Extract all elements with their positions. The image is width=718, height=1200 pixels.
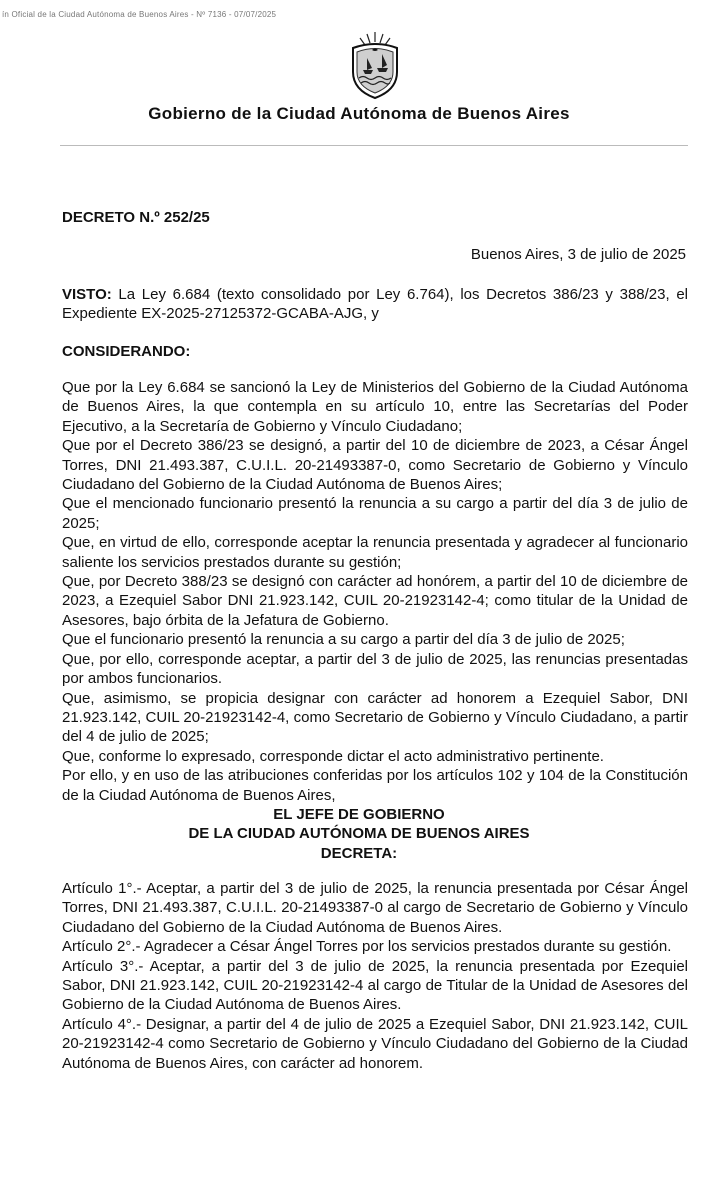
considerando-paragraph: Que por el Decreto 386/23 se designó, a partir del 10 de diciembre de 2023, a César Ángel Torres, DNI 21.493.387, C.U.I.L. 20-21493387-0, como Secretario de Gobierno y Vínculo Ciudadano del Gobierno de la Ciudad Autónoma de Buenos Aires;: [62, 437, 688, 494]
considerando-section: [62, 378, 688, 805]
considerando-paragraph: Que el mencionado funcionario presentó la renuncia a su cargo a partir del día 3 de julio de 2025;: [62, 495, 688, 532]
considerando-paragraph: Que por la Ley 6.684 se sancionó la Ley de Ministerios del Gobierno de la Ciudad Autónoma de Buenos Aires, la que contempla en su artículo 10, entre las Secretarías del Poder Ejecutivo, a la Secretaría de Gobierno y Vínculo Ciudadano;: [62, 379, 688, 435]
considerando-paragraph: Que, por Decreto 388/23 se designó con carácter ad honórem, a partir del 10 de diciembre de 2023, a Ezequiel Sabor DNI 21.923.142, CUIL 20-21923142-4; como titular de la Unidad de Asesores, bajo órbita de la Jefatura de Gobierno.: [62, 573, 688, 629]
article-paragraph: Artículo 2°.- Agradecer a César Ángel Torres por los servicios prestados durante su gestión.: [62, 938, 672, 956]
article-paragraph: Artículo 3°.- Aceptar, a partir del 3 de julio de 2025, la renuncia presentada por Ezequiel Sabor, DNI 21.923.142, CUIL 20-21923142-4 al cargo de Titular de la Unidad de Asesores del Gobierno de la Ciudad Autónoma de Buenos Aires.: [62, 957, 688, 1014]
visto-text: La Ley 6.684 (texto consolidado por Ley 6.764), los Decretos 386/23 y 388/23, el Expediente EX-2025-27125372-GCABA-AJG, y: [62, 286, 688, 323]
resolution-heading-line: DE LA CIUDAD AUTÓNOMA DE BUENOS AIRES: [188, 825, 530, 843]
resolution-heading-line: DECRETA:: [320, 844, 398, 862]
considerando-paragraph: Por ello, y en uso de las atribuciones conferidas por los artículos 102 y 104 de la Constitución de la Ciudad Autónoma de Buenos Aires,: [62, 767, 688, 804]
resolution-heading-line: EL JEFE DE GOBIERNO: [273, 806, 445, 823]
bulletin-header-strip: [0, 0, 718, 22]
articles-section: [62, 879, 688, 1073]
considerando-paragraph: Que, conforme lo expresado, corresponde dictar el acto administrativo pertinente.: [62, 747, 604, 765]
decree-number: DECRETO N.º 252/25: [62, 209, 210, 226]
bulletin-header-text: ín Oficial de la Ciudad Autónoma de Buenos Aires - Nº 7136 - 07/07/2025: [2, 10, 277, 19]
visto-label: VISTO:: [62, 286, 112, 303]
considerando-paragraph: Que, por ello, corresponde aceptar, a partir del 3 de julio de 2025, las renuncias presentadas por ambos funcionarios.: [62, 650, 688, 688]
article-paragraph: Artículo 4°.- Designar, a partir del 4 de julio de 2025 a Ezequiel Sabor, DNI 21.923.142, CUIL 20-21923142-4 como Secretario de Gobierno y Vínculo Ciudadano del Gobierno de la Ciudad Autónoma de Buenos Aires, con carácter ad honorem.: [62, 1015, 688, 1072]
considerando-heading: CONSIDERANDO:: [62, 343, 191, 360]
header-divider: [60, 145, 688, 146]
coat-of-arms-icon: [345, 30, 405, 100]
article-paragraph: Artículo 1°.- Aceptar, a partir del 3 de julio de 2025, la renuncia presentada por César Ángel Torres, DNI 21.493.387, C.U.I.L. 20-21493387-0 al cargo de Secretario de Gobierno y Vínculo Ciudadano del Gobierno de la Ciudad Autónoma de Buenos Aires.: [62, 880, 688, 936]
decree-date: Buenos Aires, 3 de julio de 2025: [470, 246, 686, 263]
government-title: Gobierno de la Ciudad Autónoma de Buenos Aires: [148, 104, 570, 123]
considerando-paragraph: Que, asimismo, se propicia designar con carácter ad honorem a Ezequiel Sabor, DNI 21.923.142, CUIL 20-21923142-4, como Secretario de Gobierno y Vínculo Ciudadano, a partir del 4 de julio de 2025;: [62, 689, 688, 746]
visto-paragraph: [62, 285, 688, 324]
resolution-heading: [0, 805, 718, 863]
considerando-paragraph: Que el funcionario presentó la renuncia a su cargo a partir del día 3 de julio de 2025;: [62, 631, 625, 649]
considerando-paragraph: Que, en virtud de ello, corresponde aceptar la renuncia presentada y agradecer al funcionario saliente los servicios prestados durante su gestión;: [62, 534, 688, 571]
